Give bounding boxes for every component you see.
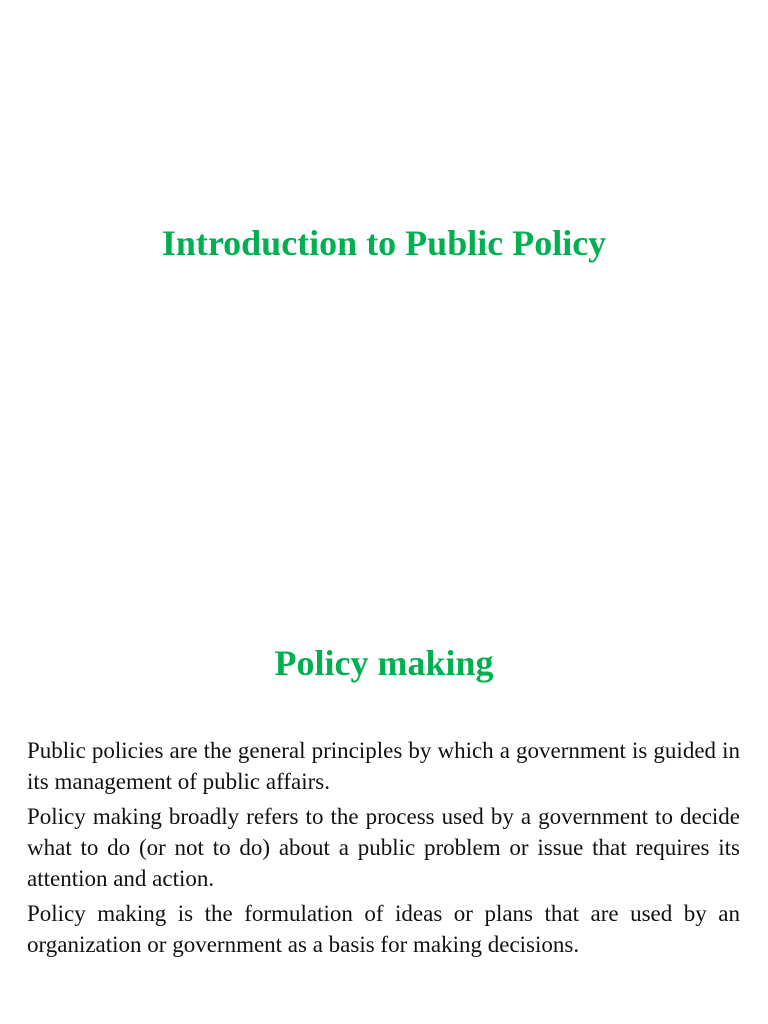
- paragraph-public-policies: Public policies are the general principles by which a government is guided in its management of public affairs.: [27, 738, 740, 794]
- section-heading: Policy making: [274, 643, 494, 683]
- paragraph-policy-making-process: Policy making broadly refers to the process used by a government to decide what to do (or not to do) about a public problem or issue that requires its attention and action.: [27, 804, 740, 891]
- slide-title: Introduction to Public Policy: [161, 223, 607, 263]
- body-text: [27, 735, 740, 964]
- paragraph-policy-making-formulation: Policy making is the formulation of ideas or plans that are used by an organization or government as a basis for making decisions.: [27, 901, 740, 957]
